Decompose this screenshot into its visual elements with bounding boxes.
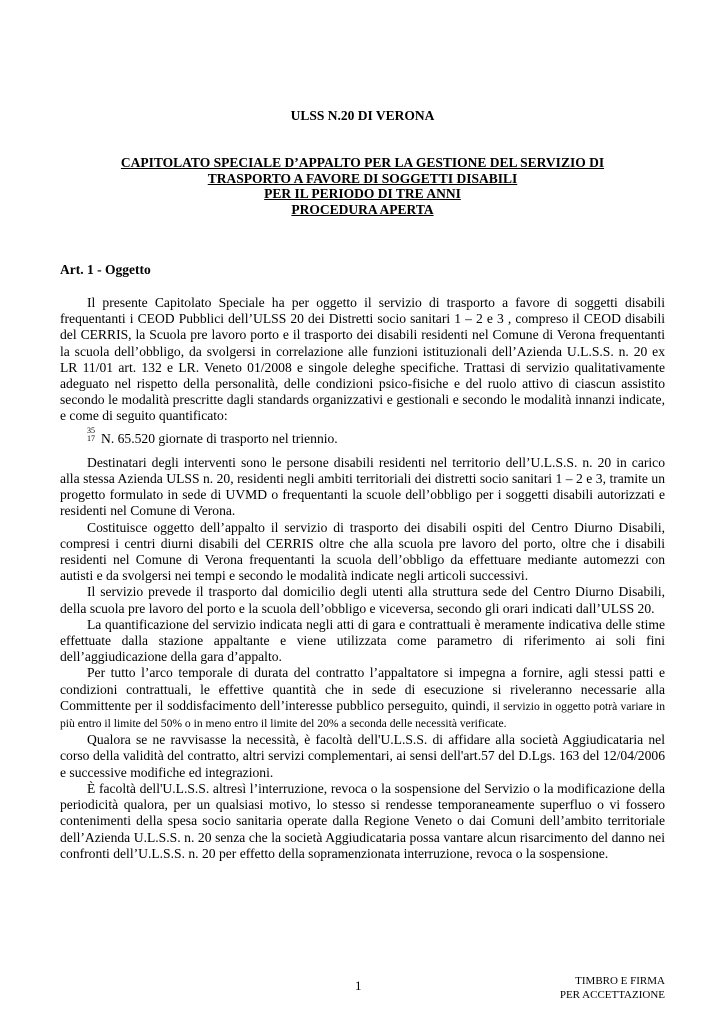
title-line-1: CAPITOLATO SPECIALE D’APPALTO PER LA GESTIONE DEL SERVIZIO DI <box>120 155 605 170</box>
signature-stamp-label <box>545 974 665 1002</box>
paragraph-2: Destinatari degli interventi sono le persone disabili residenti nel territorio dell’U.L.S.S. n. 20 in carico alla stessa Azienda ULSS n. 20, residenti negli ambiti territoriali dei distretti socio sanitari 1 – 2 e 3, tramite un progetto formulato in sede di UVMD o frequentanti la scuole dell’obbligo per i soggetti disabili autorizzati e residenti nel Comune di Verona. <box>60 454 665 519</box>
bullet-glyph-icon: 35 17 <box>87 425 95 443</box>
paragraph-6 <box>60 665 665 732</box>
paragraph-5: La quantificazione del servizio indicata negli atti di gara e contrattuali è meramente indicativa delle stime effettuate dalla stazione appaltante e viene utilizzata come parametro di riferimento ai soli fini dell’aggiudicazione della gara d’appalto. <box>60 616 665 665</box>
bullet-item <box>87 427 665 447</box>
title-line-3: PER IL PERIODO DI TRE ANNI <box>264 186 461 201</box>
paragraph-8: È facoltà dell'U.L.S.S. altresì l’interruzione, revoca o la sospensione del Servizio o la modificazione della periodicità qualora, per un qualsiasi motivo, lo stesso si rendesse temporaneamente superfluo o vi fossero contenimenti della spesa socio sanitaria operate dalla Regione Veneto o dai Comuni dell’ambito territoriale dell’Azienda U.L.S.S. n. 20 senza che la società Aggiudicataria possa vantare alcun risarcimento del danno nei confronti dell’U.L.S.S. n. 20 per effetto della sopramenzionata interruzione, revoca o la sospensione. <box>60 780 665 861</box>
title-line-4: PROCEDURA APERTA <box>291 201 434 217</box>
paragraph-7: Qualora se ne ravvisasse la necessità, è facoltà dell'U.L.S.S. di affidare alla società Aggiudicataria nel corso della validità del contratto, altri servizi complementari, ai sensi dell'art.57 del D.Lgs. 163 del 12/04/2006 e successive modifiche ed integrazioni. <box>60 732 665 780</box>
article-heading: Art. 1 - Oggetto <box>60 262 151 277</box>
paragraph-6-main: Per tutto l’arco temporale di durata del contratto l’appaltatore si impegna a fornire, agli stessi patti e condizioni contrattuali, le effettive quantità che in sede di esecuzione si riveleranno necessarie alla Committente per il soddisfacimento dell’interesse pubblico perseguito, quindi, <box>60 665 665 713</box>
article-body <box>60 295 665 862</box>
paragraph-4: Il servizio prevede il trasporto dal domicilio degli utenti alla struttura sede del Centro Diurno Disabili, della scuola pre lavoro del porto e la scuola dell’obbligo e viceversa, secondo gli orari indicati dall’ULSS 20. <box>60 584 665 616</box>
title-line-2: TRASPORTO A FAVORE DI SOGGETTI DISABILI <box>207 170 518 186</box>
document-title <box>60 155 665 217</box>
paragraph-3: Costituisce oggetto dell’appalto il servizio di trasporto dei disabili ospiti del Centro Diurno Disabili, compresi i centri diurni disabili del CERRIS oltre che alla scuola pre lavoro del porto, oltre che i disabili residenti nel Comune di Verona frequentanti la scuola dell’obbligo da effettuare mediante automezzi con autisti e da svolgersi nei tempi e secondo le modalità indicate negli articoli successivi. <box>60 519 665 584</box>
stamp-line-2: PER ACCETTAZIONE <box>559 989 665 1001</box>
bullet-text: N. 65.520 giornate di trasporto nel triennio. <box>101 430 338 446</box>
paragraph-6-small: il servizio in oggetto potrà variare in più entro il limite del 50% o in meno entro il limite del 20% a seconda delle necessità verificate. <box>60 699 665 731</box>
paragraph-1: Il presente Capitolato Speciale ha per oggetto il servizio di trasporto a favore di soggetti disabili frequentanti i CEOD Pubblici dell’ULSS 20 dei Distretti socio sanitari 1 – 2 e 3 , compreso il CEOD disabili del CERRIS, la Scuola pre lavoro porto e il trasporto dei disabili residenti nel Comune di Verona frequentanti la scuola dell’obbligo, da svolgersi in correlazione alle funzioni istituzionali dell’Azienda U.L.S.S. n. 20 ex LR 11/01 art. 132 e LR. Veneto 01/2008 e singole deleghe specifiche. Trattasi di servizio qualitativamente adeguato nel rispetto della personalità, delle condizioni psico-fisiche e del ruolo attivo di ciascun assistito secondo le modalità prescritte dagli standards organizzativi e gestionali e secondo le modalità innanzi indicate, e come di seguito quantificato: <box>60 295 665 424</box>
organization-heading: ULSS N.20 DI VERONA <box>290 108 435 123</box>
stamp-line-1: TIMBRO E FIRMA <box>575 975 665 987</box>
page-number: 1 <box>355 978 362 993</box>
